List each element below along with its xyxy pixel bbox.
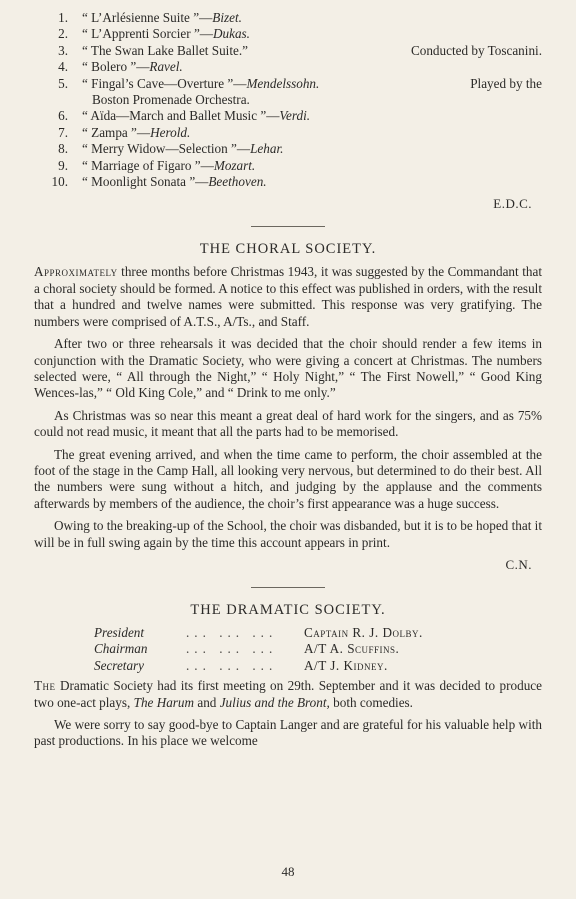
paragraph-text: three months before Christmas 1943, it was suggested by the Commandant that a choral society should be formed. A notice to this effect was published in orders, with the result that a hundred and twelve names were submitted. This response was very gratifying. The numbers were comprised of A.T.S., A/Ts., and Staff. <box>34 264 542 329</box>
item-title: “ Marriage of Figaro ”— <box>82 157 214 173</box>
item-title: “ Zampa ”— <box>82 124 151 140</box>
item-title: “ The Swan Lake Ballet Suite.” <box>82 42 249 58</box>
play-title: Julius and the Bront, <box>219 694 330 710</box>
choral-paragraph: Owing to the breaking-up of the School, the choir was disbanded, but it is to be hoped that it will be in full swing again by the time this account appears in print. <box>34 518 542 550</box>
item-title: “ Aïda—March and Ballet Music ”— <box>82 108 280 124</box>
item-number: 4. <box>58 59 68 75</box>
choral-paragraph <box>34 264 542 330</box>
item-composer: Herold. <box>150 124 191 140</box>
item-note: Played by the <box>470 75 542 91</box>
programme-item <box>34 76 542 109</box>
programme-list <box>34 10 542 190</box>
officer-row <box>34 641 542 657</box>
item-number: 9. <box>58 157 68 173</box>
paragraph-text: Dramatic Society had its first meeting on 29th. September and it was decided to produce two one-act plays, <box>34 678 542 710</box>
item-title: “ L’Apprenti Sorcier ”— <box>82 26 213 42</box>
item-number: 10. <box>51 174 68 190</box>
item-title: “ Bolero ”— <box>82 59 150 75</box>
item-title: “ Moonlight Sonata ”— <box>82 174 209 190</box>
item-number: 3. <box>58 42 68 58</box>
lead-word: Approximately <box>34 264 118 280</box>
leader-dots: ... ... ... <box>186 624 278 640</box>
officer-name: A/T J. Kidney. <box>304 657 388 673</box>
item-composer: Bizet. <box>212 10 242 25</box>
item-number: 2. <box>58 26 68 42</box>
programme-signature: E.D.C. <box>493 196 532 212</box>
officer-role: Chairman <box>94 641 148 657</box>
programme-item <box>34 43 542 59</box>
item-composer: Mozart. <box>213 157 256 173</box>
item-number: 1. <box>58 10 68 25</box>
item-title: “ L’Arlésienne Suite ”— <box>82 10 213 25</box>
item-title: “ Merry Widow—Selection ”— <box>82 141 251 157</box>
item-composer: Verdi. <box>279 108 311 124</box>
item-composer: Beethoven. <box>208 174 267 190</box>
choral-signature: C.N. <box>505 556 532 572</box>
item-composer: Dukas. <box>212 26 250 42</box>
programme-item <box>34 158 542 174</box>
leader-dots: ... ... ... <box>186 641 278 657</box>
officer-name: Captain R. J. Dolby. <box>304 624 423 640</box>
choral-paragraph: As Christmas was so near this meant a great deal of hard work for the singers, and as 75% could not read music, it meant that all the parts had to be memorised. <box>34 407 542 440</box>
choral-paragraph: After two or three rehearsals it was decided that the choir should render a few items in conjunction with the Dramatic Society, who were giving a concert at Christmas. The numbers selected were, “ All through the Night,” “ Holy Night,” “ The First Nowell,” “ Good King Wences-las,” “ Old King Cole,” and “ Drink to me only.” <box>34 336 542 401</box>
item-composer: Ravel. <box>149 59 183 75</box>
leader-dots: ... ... ... <box>186 657 278 673</box>
programme-item <box>34 26 542 42</box>
item-title: “ Fingal’s Cave—Overture ”— <box>82 75 247 91</box>
item-note: Conducted by Toscanini. <box>410 42 542 58</box>
programme-item <box>34 174 542 190</box>
programme-item <box>34 125 542 141</box>
officers-list <box>34 625 542 674</box>
choral-paragraph: The great evening arrived, and when the time came to perform, the choir assembled at the foot of the stage in the Camp Hall, all looking very nervous, but determined to do their best. All the numbers were sung without a hitch, and judging by the applause and the comments afterwards by members of the audience, the choir’s first appearance was a huge success. <box>34 446 542 511</box>
officer-row <box>34 658 542 674</box>
item-composer: Lehar. <box>250 141 284 157</box>
dramatic-paragraph <box>34 678 542 711</box>
item-number: 8. <box>58 141 68 157</box>
officer-name: A/T A. Scuffins. <box>304 641 400 657</box>
lead-word: The <box>34 678 56 694</box>
section-divider <box>251 226 325 227</box>
page-number: 48 <box>281 864 295 879</box>
programme-item <box>34 108 542 124</box>
dramatic-paragraph: We were sorry to say good-bye to Captain Langer and are grateful for his valuable help with past productions. In his place we welcome <box>34 717 542 749</box>
paragraph-text: both comedies. <box>329 694 413 710</box>
item-number: 7. <box>58 124 68 140</box>
choral-heading: THE CHORAL SOCIETY. <box>199 241 377 258</box>
item-number: 5. <box>58 75 68 91</box>
officer-row <box>34 625 542 641</box>
item-note-continued: Boston Promenade Orchestra. <box>92 92 250 108</box>
play-title: The Harum <box>133 694 195 710</box>
officer-role: Secretary <box>94 657 145 673</box>
item-composer: Mendelssohn. <box>246 75 320 91</box>
item-number: 6. <box>58 108 68 124</box>
section-divider <box>251 587 325 588</box>
officer-role: President <box>94 624 145 640</box>
paragraph-text: and <box>194 694 220 710</box>
programme-item <box>34 141 542 157</box>
programme-item <box>34 59 542 75</box>
dramatic-heading: THE DRAMATIC SOCIETY. <box>190 601 386 618</box>
programme-item <box>34 10 542 26</box>
